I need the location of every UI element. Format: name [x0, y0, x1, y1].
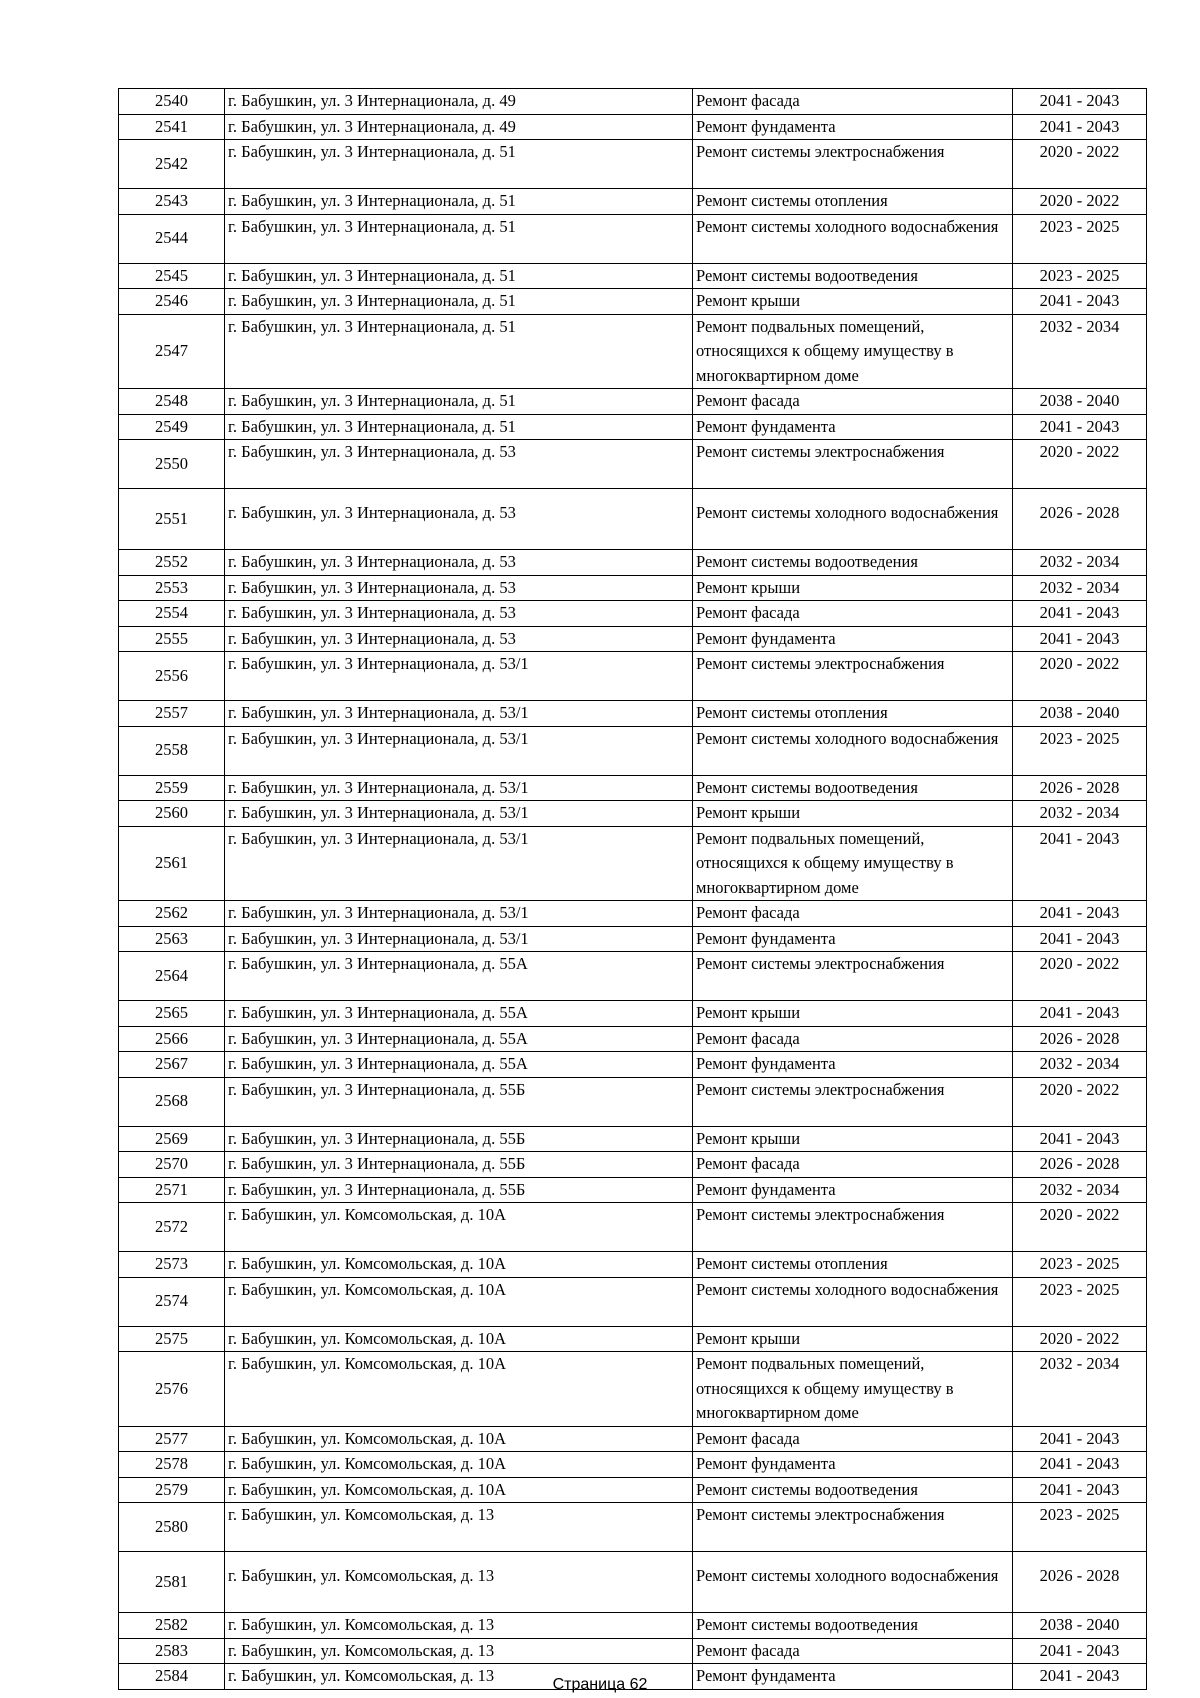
period-cell: 2041 - 2043 — [1013, 1638, 1147, 1664]
table-row — [119, 1152, 1147, 1178]
address-cell: г. Бабушкин, ул. 3 Интернационала, д. 53/1 — [225, 826, 693, 901]
table-row — [119, 414, 1147, 440]
row-number-cell: 2565 — [119, 1001, 225, 1027]
work-type-cell: Ремонт фасада — [693, 601, 1013, 627]
row-number-cell: 2567 — [119, 1052, 225, 1078]
repair-schedule-table — [118, 88, 1147, 1690]
row-number-cell: 2566 — [119, 1026, 225, 1052]
address-cell: г. Бабушкин, ул. Комсомольская, д. 13 — [225, 1613, 693, 1639]
work-type-cell: Ремонт крыши — [693, 575, 1013, 601]
row-number-cell: 2549 — [119, 414, 225, 440]
page-number: Страница 62 — [552, 1676, 648, 1693]
row-number-cell: 2576 — [119, 1352, 225, 1427]
table-row — [119, 263, 1147, 289]
table-row — [119, 775, 1147, 801]
work-type-cell: Ремонт фасада — [693, 1152, 1013, 1178]
work-type-cell: Ремонт крыши — [693, 1126, 1013, 1152]
work-type-cell: Ремонт фундамента — [693, 114, 1013, 140]
address-cell: г. Бабушкин, ул. 3 Интернационала, д. 49 — [225, 114, 693, 140]
period-cell: 2041 - 2043 — [1013, 1126, 1147, 1152]
address-cell: г. Бабушкин, ул. Комсомольская, д. 10А — [225, 1326, 693, 1352]
table-row — [119, 652, 1147, 701]
address-cell: г. Бабушкин, ул. 3 Интернационала, д. 53 — [225, 440, 693, 489]
work-type-cell: Ремонт системы водоотведения — [693, 550, 1013, 576]
table-row — [119, 726, 1147, 775]
work-type-cell: Ремонт подвальных помещений, относящихся к общему имуществу в многоквартирном доме — [693, 826, 1013, 901]
work-type-cell: Ремонт фундамента — [693, 1052, 1013, 1078]
period-cell: 2026 - 2028 — [1013, 489, 1147, 550]
row-number-cell: 2568 — [119, 1077, 225, 1126]
row-number-cell: 2562 — [119, 901, 225, 927]
work-type-cell: Ремонт системы холодного водоснабжения — [693, 726, 1013, 775]
row-number-cell: 2572 — [119, 1203, 225, 1252]
address-cell: г. Бабушкин, ул. Комсомольская, д. 10А — [225, 1452, 693, 1478]
period-cell: 2041 - 2043 — [1013, 1664, 1147, 1690]
row-number-cell: 2557 — [119, 701, 225, 727]
table-row — [119, 1001, 1147, 1027]
period-cell: 2020 - 2022 — [1013, 1077, 1147, 1126]
address-cell: г. Бабушкин, ул. 3 Интернационала, д. 53 — [225, 626, 693, 652]
work-type-cell: Ремонт крыши — [693, 1001, 1013, 1027]
work-type-cell: Ремонт фундамента — [693, 1664, 1013, 1690]
period-cell: 2020 - 2022 — [1013, 440, 1147, 489]
table-row — [119, 314, 1147, 389]
work-type-cell: Ремонт системы холодного водоснабжения — [693, 1277, 1013, 1326]
period-cell: 2032 - 2034 — [1013, 1177, 1147, 1203]
work-type-cell: Ремонт фасада — [693, 901, 1013, 927]
table-row — [119, 1252, 1147, 1278]
work-type-cell: Ремонт системы отопления — [693, 189, 1013, 215]
period-cell: 2032 - 2034 — [1013, 801, 1147, 827]
address-cell: г. Бабушкин, ул. 3 Интернационала, д. 55А — [225, 1001, 693, 1027]
row-number-cell: 2574 — [119, 1277, 225, 1326]
table-row — [119, 1277, 1147, 1326]
row-number-cell: 2581 — [119, 1552, 225, 1613]
work-type-cell: Ремонт фасада — [693, 1426, 1013, 1452]
period-cell: 2041 - 2043 — [1013, 926, 1147, 952]
address-cell: г. Бабушкин, ул. Комсомольская, д. 10А — [225, 1203, 693, 1252]
table-row — [119, 1177, 1147, 1203]
period-cell: 2041 - 2043 — [1013, 1001, 1147, 1027]
row-number-cell: 2582 — [119, 1613, 225, 1639]
row-number-cell: 2580 — [119, 1503, 225, 1552]
address-cell: г. Бабушкин, ул. 3 Интернационала, д. 53 — [225, 489, 693, 550]
work-type-cell: Ремонт системы отопления — [693, 1252, 1013, 1278]
work-type-cell: Ремонт системы водоотведения — [693, 1613, 1013, 1639]
table-row — [119, 189, 1147, 215]
work-type-cell: Ремонт системы электроснабжения — [693, 140, 1013, 189]
work-type-cell: Ремонт фундамента — [693, 626, 1013, 652]
row-number-cell: 2563 — [119, 926, 225, 952]
table-row — [119, 89, 1147, 115]
period-cell: 2032 - 2034 — [1013, 1052, 1147, 1078]
row-number-cell: 2553 — [119, 575, 225, 601]
address-cell: г. Бабушкин, ул. 3 Интернационала, д. 51 — [225, 263, 693, 289]
row-number-cell: 2541 — [119, 114, 225, 140]
work-type-cell: Ремонт крыши — [693, 801, 1013, 827]
address-cell: г. Бабушкин, ул. Комсомольская, д. 10А — [225, 1426, 693, 1452]
table-body — [119, 89, 1147, 1690]
table-row — [119, 701, 1147, 727]
table-row — [119, 1477, 1147, 1503]
address-cell: г. Бабушкин, ул. Комсомольская, д. 13 — [225, 1503, 693, 1552]
row-number-cell: 2555 — [119, 626, 225, 652]
table-row — [119, 289, 1147, 315]
row-number-cell: 2551 — [119, 489, 225, 550]
period-cell: 2041 - 2043 — [1013, 114, 1147, 140]
row-number-cell: 2559 — [119, 775, 225, 801]
table-row — [119, 926, 1147, 952]
table-row — [119, 114, 1147, 140]
address-cell: г. Бабушкин, ул. 3 Интернационала, д. 53/1 — [225, 726, 693, 775]
work-type-cell: Ремонт системы электроснабжения — [693, 440, 1013, 489]
row-number-cell: 2564 — [119, 952, 225, 1001]
table-row — [119, 1077, 1147, 1126]
table-row — [119, 1126, 1147, 1152]
period-cell: 2038 - 2040 — [1013, 701, 1147, 727]
period-cell: 2020 - 2022 — [1013, 1203, 1147, 1252]
table-row — [119, 575, 1147, 601]
address-cell: г. Бабушкин, ул. 3 Интернационала, д. 51 — [225, 289, 693, 315]
address-cell: г. Бабушкин, ул. 3 Интернационала, д. 53/1 — [225, 775, 693, 801]
address-cell: г. Бабушкин, ул. 3 Интернационала, д. 49 — [225, 89, 693, 115]
address-cell: г. Бабушкин, ул. 3 Интернационала, д. 51 — [225, 140, 693, 189]
work-type-cell: Ремонт крыши — [693, 1326, 1013, 1352]
period-cell: 2026 - 2028 — [1013, 1026, 1147, 1052]
work-type-cell: Ремонт фундамента — [693, 1452, 1013, 1478]
period-cell: 2020 - 2022 — [1013, 140, 1147, 189]
row-number-cell: 2569 — [119, 1126, 225, 1152]
address-cell: г. Бабушкин, ул. 3 Интернационала, д. 51 — [225, 389, 693, 415]
address-cell: г. Бабушкин, ул. 3 Интернационала, д. 53/1 — [225, 801, 693, 827]
address-cell: г. Бабушкин, ул. 3 Интернационала, д. 51 — [225, 189, 693, 215]
work-type-cell: Ремонт системы водоотведения — [693, 775, 1013, 801]
table-row — [119, 1552, 1147, 1613]
work-type-cell: Ремонт фасада — [693, 89, 1013, 115]
work-type-cell: Ремонт системы электроснабжения — [693, 952, 1013, 1001]
address-cell: г. Бабушкин, ул. Комсомольская, д. 10А — [225, 1277, 693, 1326]
row-number-cell: 2560 — [119, 801, 225, 827]
table-row — [119, 440, 1147, 489]
table-row — [119, 1326, 1147, 1352]
row-number-cell: 2578 — [119, 1452, 225, 1478]
period-cell: 2023 - 2025 — [1013, 214, 1147, 263]
address-cell: г. Бабушкин, ул. Комсомольская, д. 10А — [225, 1352, 693, 1427]
table-row — [119, 1613, 1147, 1639]
period-cell: 2023 - 2025 — [1013, 263, 1147, 289]
work-type-cell: Ремонт фундамента — [693, 414, 1013, 440]
row-number-cell: 2542 — [119, 140, 225, 189]
address-cell: г. Бабушкин, ул. 3 Интернационала, д. 55А — [225, 952, 693, 1001]
row-number-cell: 2558 — [119, 726, 225, 775]
address-cell: г. Бабушкин, ул. 3 Интернационала, д. 53 — [225, 575, 693, 601]
work-type-cell: Ремонт фасада — [693, 1026, 1013, 1052]
period-cell: 2038 - 2040 — [1013, 389, 1147, 415]
address-cell: г. Бабушкин, ул. Комсомольская, д. 10А — [225, 1477, 693, 1503]
row-number-cell: 2571 — [119, 1177, 225, 1203]
period-cell: 2023 - 2025 — [1013, 1503, 1147, 1552]
row-number-cell: 2547 — [119, 314, 225, 389]
row-number-cell: 2561 — [119, 826, 225, 901]
address-cell: г. Бабушкин, ул. 3 Интернационала, д. 53 — [225, 601, 693, 627]
period-cell: 2041 - 2043 — [1013, 601, 1147, 627]
address-cell: г. Бабушкин, ул. 3 Интернационала, д. 55Б — [225, 1077, 693, 1126]
table-row — [119, 826, 1147, 901]
work-type-cell: Ремонт системы электроснабжения — [693, 1203, 1013, 1252]
address-cell: г. Бабушкин, ул. 3 Интернационала, д. 51 — [225, 414, 693, 440]
period-cell: 2041 - 2043 — [1013, 289, 1147, 315]
period-cell: 2026 - 2028 — [1013, 1552, 1147, 1613]
period-cell: 2023 - 2025 — [1013, 1277, 1147, 1326]
period-cell: 2041 - 2043 — [1013, 414, 1147, 440]
row-number-cell: 2550 — [119, 440, 225, 489]
row-number-cell: 2584 — [119, 1664, 225, 1690]
work-type-cell: Ремонт системы холодного водоснабжения — [693, 1552, 1013, 1613]
work-type-cell: Ремонт системы электроснабжения — [693, 1503, 1013, 1552]
period-cell: 2041 - 2043 — [1013, 626, 1147, 652]
address-cell: г. Бабушкин, ул. 3 Интернационала, д. 53/1 — [225, 926, 693, 952]
period-cell: 2041 - 2043 — [1013, 89, 1147, 115]
table-row — [119, 140, 1147, 189]
address-cell: г. Бабушкин, ул. 3 Интернационала, д. 53/1 — [225, 701, 693, 727]
period-cell: 2020 - 2022 — [1013, 189, 1147, 215]
work-type-cell: Ремонт системы водоотведения — [693, 1477, 1013, 1503]
table-row — [119, 952, 1147, 1001]
work-type-cell: Ремонт системы холодного водоснабжения — [693, 214, 1013, 263]
period-cell: 2026 - 2028 — [1013, 1152, 1147, 1178]
period-cell: 2041 - 2043 — [1013, 826, 1147, 901]
address-cell: г. Бабушкин, ул. 3 Интернационала, д. 55Б — [225, 1152, 693, 1178]
work-type-cell: Ремонт фундамента — [693, 1177, 1013, 1203]
work-type-cell: Ремонт системы электроснабжения — [693, 1077, 1013, 1126]
address-cell: г. Бабушкин, ул. Комсомольская, д. 13 — [225, 1552, 693, 1613]
address-cell: г. Бабушкин, ул. 3 Интернационала, д. 53/1 — [225, 901, 693, 927]
row-number-cell: 2573 — [119, 1252, 225, 1278]
table-row — [119, 1426, 1147, 1452]
period-cell: 2038 - 2040 — [1013, 1613, 1147, 1639]
row-number-cell: 2543 — [119, 189, 225, 215]
period-cell: 2041 - 2043 — [1013, 901, 1147, 927]
work-type-cell: Ремонт системы холодного водоснабжения — [693, 489, 1013, 550]
work-type-cell: Ремонт фундамента — [693, 926, 1013, 952]
period-cell: 2020 - 2022 — [1013, 652, 1147, 701]
table-row — [119, 1452, 1147, 1478]
table-row — [119, 489, 1147, 550]
address-cell: г. Бабушкин, ул. 3 Интернационала, д. 55Б — [225, 1177, 693, 1203]
table-row — [119, 1638, 1147, 1664]
row-number-cell: 2540 — [119, 89, 225, 115]
period-cell: 2020 - 2022 — [1013, 952, 1147, 1001]
period-cell: 2023 - 2025 — [1013, 1252, 1147, 1278]
work-type-cell: Ремонт системы водоотведения — [693, 263, 1013, 289]
row-number-cell: 2544 — [119, 214, 225, 263]
address-cell: г. Бабушкин, ул. 3 Интернационала, д. 53 — [225, 550, 693, 576]
table-row — [119, 389, 1147, 415]
table-row — [119, 1026, 1147, 1052]
row-number-cell: 2554 — [119, 601, 225, 627]
period-cell: 2020 - 2022 — [1013, 1326, 1147, 1352]
period-cell: 2041 - 2043 — [1013, 1477, 1147, 1503]
period-cell: 2032 - 2034 — [1013, 575, 1147, 601]
address-cell: г. Бабушкин, ул. Комсомольская, д. 13 — [225, 1638, 693, 1664]
table-row — [119, 801, 1147, 827]
table-row — [119, 626, 1147, 652]
table-row — [119, 1503, 1147, 1552]
work-type-cell: Ремонт подвальных помещений, относящихся к общему имуществу в многоквартирном доме — [693, 1352, 1013, 1427]
period-cell: 2023 - 2025 — [1013, 726, 1147, 775]
row-number-cell: 2579 — [119, 1477, 225, 1503]
table-row — [119, 1352, 1147, 1427]
period-cell: 2041 - 2043 — [1013, 1452, 1147, 1478]
row-number-cell: 2548 — [119, 389, 225, 415]
period-cell: 2026 - 2028 — [1013, 775, 1147, 801]
period-cell: 2032 - 2034 — [1013, 314, 1147, 389]
work-type-cell: Ремонт крыши — [693, 289, 1013, 315]
row-number-cell: 2577 — [119, 1426, 225, 1452]
table-row — [119, 550, 1147, 576]
period-cell: 2032 - 2034 — [1013, 1352, 1147, 1427]
row-number-cell: 2556 — [119, 652, 225, 701]
table-row — [119, 1203, 1147, 1252]
address-cell: г. Бабушкин, ул. 3 Интернационала, д. 55А — [225, 1052, 693, 1078]
address-cell: г. Бабушкин, ул. Комсомольская, д. 10А — [225, 1252, 693, 1278]
address-cell: г. Бабушкин, ул. 3 Интернационала, д. 55А — [225, 1026, 693, 1052]
table-row — [119, 601, 1147, 627]
work-type-cell: Ремонт подвальных помещений, относящихся к общему имуществу в многоквартирном доме — [693, 314, 1013, 389]
row-number-cell: 2575 — [119, 1326, 225, 1352]
table-row — [119, 214, 1147, 263]
address-cell: г. Бабушкин, ул. 3 Интернационала, д. 51 — [225, 214, 693, 263]
row-number-cell: 2546 — [119, 289, 225, 315]
table-row — [119, 1052, 1147, 1078]
period-cell: 2032 - 2034 — [1013, 550, 1147, 576]
row-number-cell: 2583 — [119, 1638, 225, 1664]
address-cell: г. Бабушкин, ул. Комсомольская, д. 13 — [225, 1664, 693, 1690]
row-number-cell: 2552 — [119, 550, 225, 576]
work-type-cell: Ремонт системы электроснабжения — [693, 652, 1013, 701]
row-number-cell: 2570 — [119, 1152, 225, 1178]
work-type-cell: Ремонт системы отопления — [693, 701, 1013, 727]
address-cell: г. Бабушкин, ул. 3 Интернационала, д. 55Б — [225, 1126, 693, 1152]
address-cell: г. Бабушкин, ул. 3 Интернационала, д. 53/1 — [225, 652, 693, 701]
period-cell: 2041 - 2043 — [1013, 1426, 1147, 1452]
table-row — [119, 901, 1147, 927]
work-type-cell: Ремонт фасада — [693, 1638, 1013, 1664]
address-cell: г. Бабушкин, ул. 3 Интернационала, д. 51 — [225, 314, 693, 389]
row-number-cell: 2545 — [119, 263, 225, 289]
work-type-cell: Ремонт фасада — [693, 389, 1013, 415]
